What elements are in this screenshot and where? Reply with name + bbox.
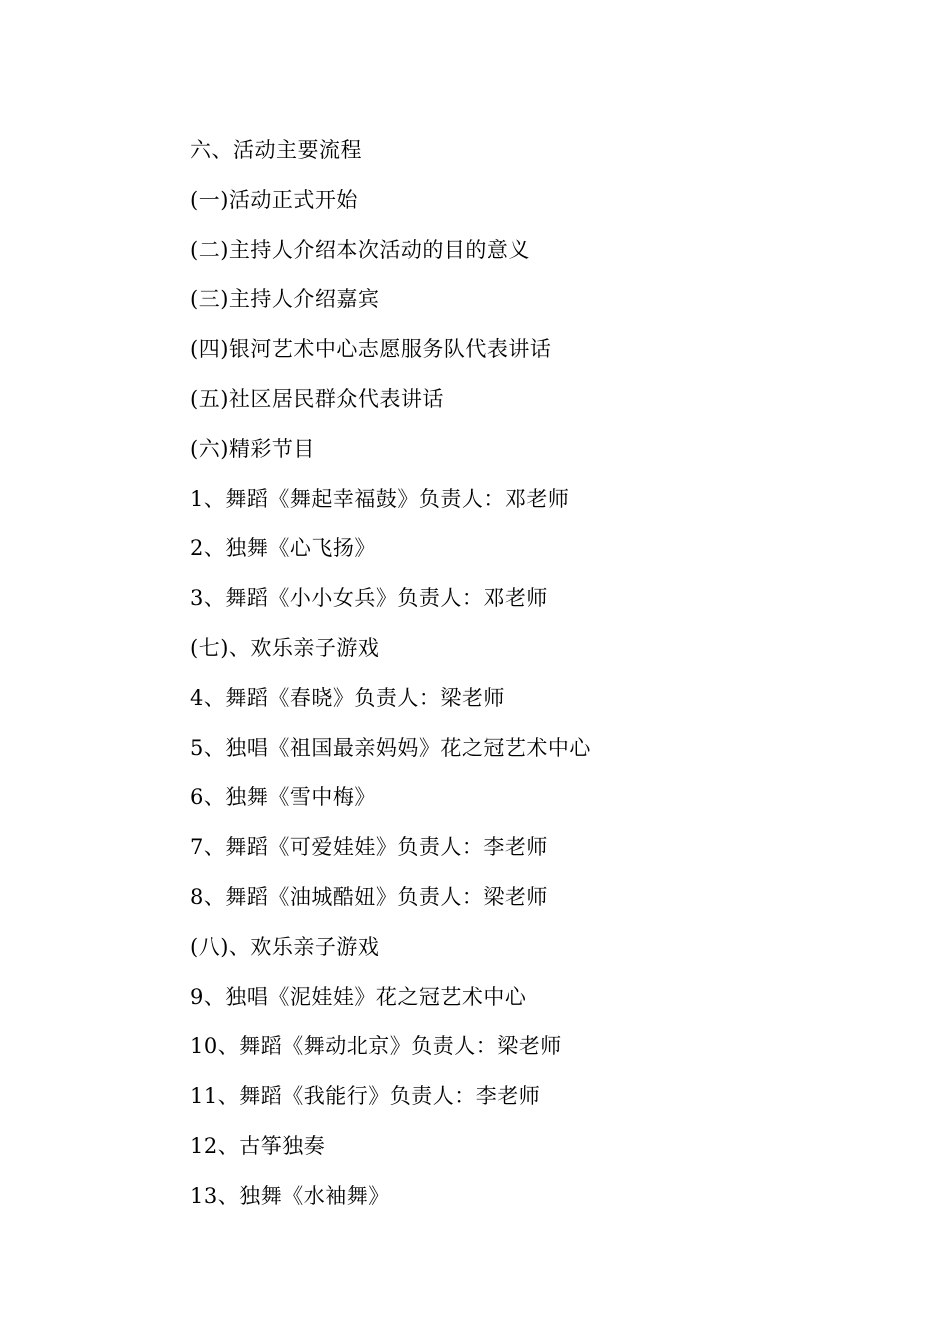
performance-item: 5、独唱《祖国最亲妈妈》花之冠艺术中心 [190, 735, 591, 760]
program-step: (八)、欢乐亲子游戏 [190, 934, 380, 959]
performance-item: 11、舞蹈《我能行》负责人：李老师 [190, 1084, 541, 1109]
performance-item: 1、舞蹈《舞起幸福鼓》负责人：邓老师 [190, 486, 570, 511]
performance-item: 8、舞蹈《油城酷妞》负责人：梁老师 [190, 884, 548, 909]
program-step: (二)主持人介绍本次活动的目的意义 [190, 237, 530, 262]
performance-item: 9、独唱《泥娃娃》花之冠艺术中心 [190, 984, 527, 1009]
section-heading: 六、活动主要流程 [190, 138, 362, 162]
performance-item: 6、独舞《雪中梅》 [190, 785, 376, 810]
performance-item: 13、独舞《水袖舞》 [190, 1183, 390, 1208]
performance-item: 12、古筝独奏 [190, 1133, 326, 1158]
performance-item: 10、舞蹈《舞动北京》负责人：梁老师 [190, 1034, 562, 1059]
performance-item: 7、舞蹈《可爱娃娃》负责人：李老师 [190, 835, 548, 860]
program-step: (七)、欢乐亲子游戏 [190, 635, 380, 660]
document-body [190, 130, 890, 1226]
program-step: (四)银河艺术中心志愿服务队代表讲话 [190, 337, 552, 362]
performance-item: 2、独舞《心飞扬》 [190, 536, 376, 561]
program-step: (一)活动正式开始 [190, 187, 358, 212]
program-step: (六)精彩节目 [190, 436, 315, 461]
program-step: (三)主持人介绍嘉宾 [190, 287, 380, 312]
performance-item: 3、舞蹈《小小女兵》负责人：邓老师 [190, 586, 548, 611]
performance-item: 4、舞蹈《春晓》负责人：梁老师 [190, 685, 505, 710]
program-step: (五)社区居民群众代表讲话 [190, 386, 444, 411]
